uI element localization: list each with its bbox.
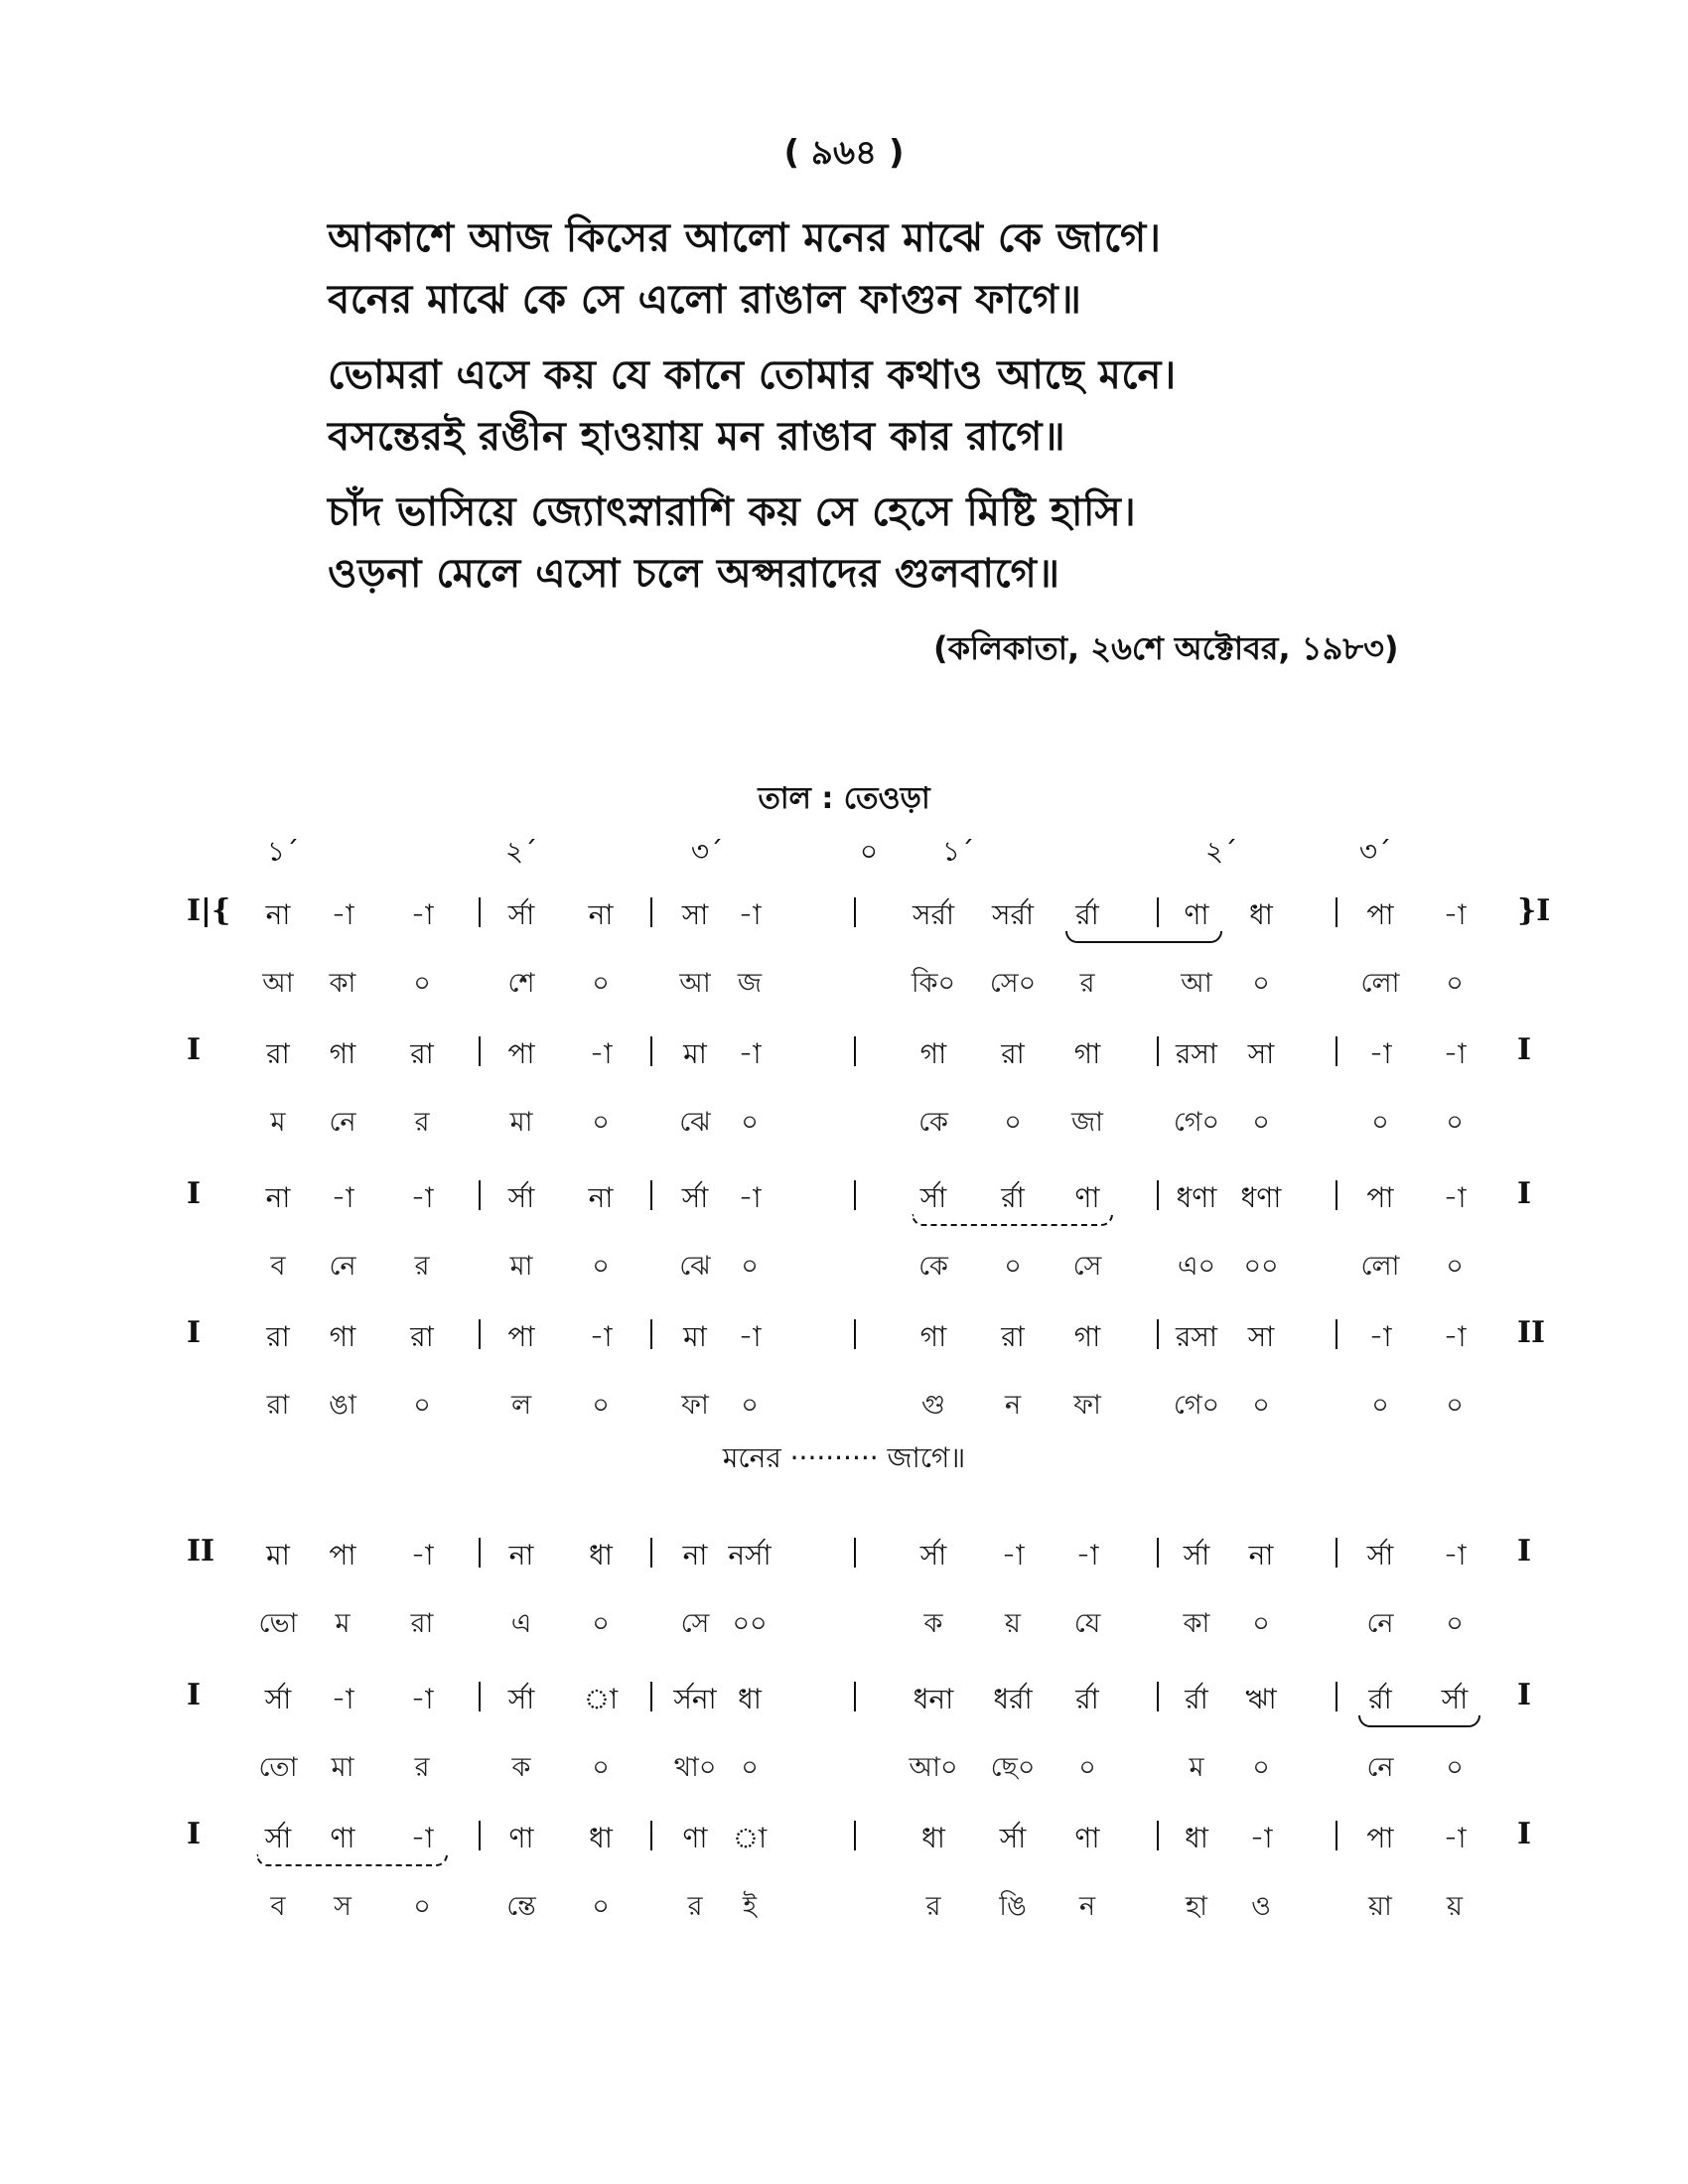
- page-number: ( ৯৬৪ ): [783, 133, 905, 173]
- lyric-syllable: ০: [741, 1107, 759, 1138]
- bar-line: [1157, 1821, 1159, 1850]
- lyric-syllable: কা: [329, 968, 356, 999]
- row-end-marker: }I: [1517, 893, 1551, 928]
- bar-line: [854, 1682, 856, 1711]
- bar-line: [1336, 1180, 1337, 1210]
- bar-line: [854, 1538, 856, 1568]
- lyric-syllable: ০: [1252, 1107, 1270, 1138]
- bar-line: [479, 1319, 481, 1349]
- beat-marker: ৩´: [690, 835, 724, 868]
- beat-marker: ২´: [1204, 835, 1238, 868]
- note: রা: [1001, 1037, 1025, 1070]
- notation-row: [0, 1534, 1688, 1583]
- notation-row: [0, 1817, 1688, 1866]
- lyric-syllable: ০: [592, 1107, 610, 1138]
- lyric-syllable: আ০: [909, 1752, 958, 1783]
- bar-line: [854, 1180, 856, 1210]
- lyric-syllable: স: [334, 1891, 352, 1922]
- note: মা: [683, 1037, 707, 1070]
- lyric-syllable: ০: [1446, 1107, 1464, 1138]
- lyric-syllable: ন: [1004, 1390, 1022, 1421]
- note: া: [583, 1683, 619, 1715]
- lyric-syllable: ০: [592, 1752, 610, 1783]
- bar-line: [650, 897, 652, 927]
- lyric-syllable: ০: [1004, 1251, 1022, 1282]
- bar-line: [854, 897, 856, 927]
- note: পা: [507, 1320, 535, 1353]
- bar-line: [650, 1682, 652, 1711]
- note: মা: [683, 1320, 707, 1353]
- lyric-syllable: র: [687, 1891, 703, 1922]
- note: না: [588, 898, 614, 931]
- lyric-row: [0, 1385, 1688, 1434]
- note: ণা: [508, 1822, 534, 1854]
- note: গা: [919, 1320, 947, 1353]
- lyric-syllable: ০: [1446, 1752, 1464, 1783]
- lyric-syllable: ০০: [1243, 1251, 1279, 1282]
- bar-line: [1157, 1319, 1159, 1349]
- note: র্সা: [919, 1539, 947, 1571]
- note: গা: [1073, 1037, 1101, 1070]
- beat-marker: ১´: [266, 835, 300, 868]
- lyric-syllable: নে: [1366, 1752, 1394, 1783]
- lyric-syllable: মা: [509, 1251, 533, 1282]
- bar-line: [1157, 1682, 1159, 1711]
- poem-line: বনের মাঝে কে সে এলো রাঙাল ফাগুন ফাগে॥: [328, 277, 1082, 323]
- lyric-syllable: থা০: [673, 1752, 717, 1783]
- lyric-syllable: আ: [679, 968, 711, 999]
- note: পা: [329, 1539, 356, 1571]
- lyric-syllable: এ: [510, 1608, 532, 1639]
- note: -া: [738, 1181, 762, 1214]
- lyric-syllable: ০: [413, 1390, 431, 1421]
- note: ণা: [1074, 1181, 1100, 1214]
- lyric-syllable: কে: [918, 1107, 948, 1138]
- lyric-syllable: নে: [329, 1107, 356, 1138]
- lyric-syllable: আ: [1181, 968, 1212, 999]
- bar-line: [1336, 1319, 1337, 1349]
- lyric-syllable: গে০: [1173, 1390, 1220, 1421]
- row-start-marker: II: [187, 1534, 215, 1569]
- taal-heading: তাল : তেওড়া: [758, 781, 930, 816]
- note: পা: [507, 1037, 535, 1070]
- note: ধনা: [913, 1683, 954, 1715]
- row-end-marker: I: [1517, 1534, 1532, 1569]
- meend-slur: [912, 1214, 1113, 1226]
- note: -া: [589, 1320, 613, 1353]
- poem-line: চাঁদ ভাসিয়ে জ্যোৎস্নারাশি কয় সে হেসে মিষ্টি হাসি।: [328, 489, 1137, 535]
- lyric-syllable: র: [1079, 968, 1095, 999]
- note: -া: [1075, 1539, 1099, 1571]
- note: -া: [331, 1683, 354, 1715]
- note: ধা: [589, 1539, 613, 1571]
- bar-line: [479, 1821, 481, 1850]
- lyric-syllable: হা: [1185, 1891, 1208, 1922]
- row-start-marker: I: [187, 1678, 202, 1712]
- beat-marker: ২´: [504, 835, 538, 868]
- lyric-syllable: ছে০: [990, 1752, 1036, 1783]
- notation-row: [0, 1176, 1688, 1226]
- lyric-syllable: গে০: [1173, 1107, 1220, 1138]
- note: ঋা: [1245, 1683, 1277, 1715]
- lyric-syllable: নে: [1366, 1608, 1394, 1639]
- lyric-syllable: লো: [1360, 968, 1400, 999]
- row-end-marker: I: [1517, 1678, 1532, 1712]
- bar-line: [1336, 1036, 1337, 1066]
- note: র্সনা: [673, 1683, 717, 1715]
- lyric-syllable: ম: [1189, 1752, 1204, 1783]
- lyric-syllable: ০: [741, 1752, 759, 1783]
- lyric-syllable: মা: [509, 1107, 533, 1138]
- poem-line: আকাশে আজ কিসের আলো মনের মাঝে কে জাগে।: [328, 215, 1162, 261]
- note: সা: [1247, 1320, 1275, 1353]
- lyric-syllable: ভো: [258, 1608, 298, 1639]
- bar-line: [479, 897, 481, 927]
- lyric-syllable: ই: [742, 1891, 758, 1922]
- poem-line: ভোমরা এসে কয় যে কানে তোমার কথাও আছে মনে।: [328, 352, 1177, 398]
- note: ধা: [1249, 898, 1273, 931]
- beat-marker: ৩´: [1358, 835, 1392, 868]
- lyric-syllable: র: [414, 1107, 430, 1138]
- lyric-syllable: সে: [680, 1608, 710, 1639]
- note: ধা: [1185, 1822, 1208, 1854]
- bar-line: [854, 1036, 856, 1066]
- note: ণা: [682, 1822, 708, 1854]
- note: গা: [329, 1037, 356, 1070]
- note: -া: [410, 898, 434, 931]
- note: র্সা: [264, 1683, 292, 1715]
- note: নর্সা: [728, 1539, 772, 1571]
- lyric-syllable: য়: [1447, 1891, 1463, 1922]
- dateline: (কলিকাতা, ২৬শে অক্টোবর, ১৯৮৩): [933, 629, 1399, 667]
- notation-row: [0, 1032, 1688, 1082]
- note: -া: [1368, 1320, 1392, 1353]
- note: -া: [410, 1181, 434, 1214]
- note: র্সা: [919, 1181, 947, 1214]
- note: র্রা: [1001, 1181, 1025, 1214]
- note: -া: [410, 1539, 434, 1571]
- lyric-syllable: ঙা: [329, 1390, 356, 1421]
- note: না: [265, 898, 291, 931]
- lyric-syllable: কে: [918, 1251, 948, 1282]
- lyric-syllable: রা: [410, 1608, 434, 1639]
- note: -া: [738, 898, 762, 931]
- notation-row: [0, 893, 1688, 943]
- row-end-marker: I: [1517, 1176, 1532, 1211]
- bar-line: [854, 1821, 856, 1850]
- note: র্রা: [1075, 898, 1099, 931]
- lyric-syllable: ০: [592, 1891, 610, 1922]
- note: র্সা: [999, 1822, 1027, 1854]
- note: ণা: [1074, 1822, 1100, 1854]
- note: র্সা: [1366, 1539, 1394, 1571]
- lyric-syllable: ০: [1004, 1107, 1022, 1138]
- lyric-syllable: ০: [413, 968, 431, 999]
- note: না: [588, 1181, 614, 1214]
- note: সা: [681, 898, 709, 931]
- note: না: [1248, 1539, 1274, 1571]
- lyric-syllable: ০: [592, 968, 610, 999]
- lyric-syllable: জ: [737, 968, 763, 999]
- lyric-row: [0, 1747, 1688, 1797]
- bar-line: [854, 1319, 856, 1349]
- row-end-marker: I: [1517, 1817, 1532, 1851]
- lyric-syllable: ০০: [732, 1608, 768, 1639]
- lyric-syllable: ০: [1252, 1390, 1270, 1421]
- note: -া: [410, 1822, 434, 1854]
- note: ধণা: [1240, 1181, 1282, 1214]
- lyric-syllable: ন: [1078, 1891, 1096, 1922]
- lyric-syllable: ফা: [681, 1390, 709, 1421]
- note: সর্রা: [912, 898, 955, 931]
- notation-row: [0, 1315, 1688, 1365]
- poem-line: বসন্তেরই রঙীন হাওয়ায় মন রাঙাব কার রাগে॥: [328, 414, 1066, 460]
- note: ধণা: [1176, 1181, 1217, 1214]
- note: র্রা: [1368, 1683, 1392, 1715]
- lyric-syllable: র: [925, 1891, 941, 1922]
- note: -া: [1443, 1320, 1467, 1353]
- lyric-syllable: ল: [510, 1390, 532, 1421]
- note: পা: [1366, 1181, 1394, 1214]
- refrain-cue: মনের ·········· জাগে॥: [722, 1441, 966, 1474]
- note: -া: [1443, 898, 1467, 931]
- note: ণা: [330, 1822, 355, 1854]
- lyric-syllable: ০: [592, 1390, 610, 1421]
- note: গা: [1073, 1320, 1101, 1353]
- lyric-syllable: র: [414, 1251, 430, 1282]
- beat-marker: ১´: [941, 835, 975, 868]
- bar-line: [650, 1821, 652, 1850]
- lyric-syllable: ন্তে: [506, 1891, 536, 1922]
- row-start-marker: I: [187, 1176, 202, 1211]
- note: পা: [1366, 898, 1394, 931]
- lyric-syllable: আ: [262, 968, 294, 999]
- lyric-syllable: শে: [507, 968, 535, 999]
- lyric-syllable: ম: [335, 1608, 351, 1639]
- note: সা: [1247, 1037, 1275, 1070]
- lyric-syllable: র: [414, 1752, 430, 1783]
- bar-line: [1336, 1538, 1337, 1568]
- lyric-syllable: কা: [1183, 1608, 1210, 1639]
- bar-line: [650, 1319, 652, 1349]
- note: র্সা: [507, 898, 535, 931]
- note: গা: [919, 1037, 947, 1070]
- bar-line: [1157, 1538, 1159, 1568]
- lyric-syllable: এ০: [1177, 1251, 1216, 1282]
- bar-line: [1336, 897, 1337, 927]
- lyric-syllable: তো: [258, 1752, 298, 1783]
- note: র্সা: [507, 1181, 535, 1214]
- bar-line: [650, 1538, 652, 1568]
- lyric-syllable: ০: [1252, 1608, 1270, 1639]
- bar-line: [479, 1180, 481, 1210]
- beat-marker: ০: [859, 835, 879, 868]
- row-start-marker: I: [187, 1817, 202, 1851]
- note: র্সা: [507, 1683, 535, 1715]
- note: না: [682, 1539, 708, 1571]
- note: ধা: [589, 1822, 613, 1854]
- lyric-syllable: ম: [270, 1107, 286, 1138]
- note: না: [508, 1539, 534, 1571]
- lyric-syllable: ০: [741, 1251, 759, 1282]
- lyric-syllable: য়: [1005, 1608, 1021, 1639]
- lyric-row: [0, 963, 1688, 1013]
- lyric-syllable: ০: [1252, 968, 1270, 999]
- note: -া: [1001, 1539, 1025, 1571]
- lyric-syllable: ০: [413, 1891, 431, 1922]
- lyric-syllable: যে: [1073, 1608, 1101, 1639]
- note: -া: [738, 1037, 762, 1070]
- note: া: [732, 1822, 768, 1854]
- bar-line: [650, 1180, 652, 1210]
- lyric-row: [0, 1102, 1688, 1152]
- note: রা: [266, 1037, 290, 1070]
- lyric-syllable: ০: [592, 1608, 610, 1639]
- bar-line: [479, 1682, 481, 1711]
- note: মা: [266, 1539, 290, 1571]
- row-end-marker: II: [1517, 1315, 1546, 1350]
- lyric-syllable: গু: [921, 1390, 945, 1421]
- poem-line: ওড়না মেলে এসো চলে অপ্সরাদের গুলবাগে॥: [328, 551, 1060, 597]
- lyric-syllable: ও: [1251, 1891, 1271, 1922]
- lyric-syllable: লো: [1360, 1251, 1400, 1282]
- lyric-syllable: য়া: [1368, 1891, 1392, 1922]
- lyric-syllable: ফা: [1073, 1390, 1101, 1421]
- lyric-syllable: ০: [1371, 1390, 1389, 1421]
- note: -া: [1368, 1037, 1392, 1070]
- note: সর্রা: [991, 898, 1035, 931]
- note: -া: [331, 898, 354, 931]
- lyric-syllable: ক: [923, 1608, 943, 1639]
- row-start-marker: I|{: [187, 893, 231, 928]
- meend-slur: [256, 1854, 448, 1866]
- note: না: [265, 1181, 291, 1214]
- bar-line: [479, 1036, 481, 1066]
- lyric-syllable: ব: [270, 1891, 286, 1922]
- lyric-syllable: জা: [1071, 1107, 1103, 1138]
- bar-line: [1157, 1180, 1159, 1210]
- note: র্রা: [1185, 1683, 1208, 1715]
- lyric-syllable: ০: [592, 1251, 610, 1282]
- lyric-row: [0, 1246, 1688, 1296]
- bar-line: [1157, 897, 1159, 927]
- note: গা: [329, 1320, 356, 1353]
- bar-line: [1157, 1036, 1159, 1066]
- note: র্সা: [1183, 1539, 1210, 1571]
- bar-line: [1336, 1821, 1337, 1850]
- lyric-syllable: ক: [511, 1752, 531, 1783]
- row-start-marker: I: [187, 1315, 202, 1350]
- lyric-syllable: কি০: [911, 968, 956, 999]
- meend-slur: [1358, 1715, 1480, 1727]
- lyric-syllable: ঝে: [679, 1107, 711, 1138]
- row-end-marker: I: [1517, 1032, 1532, 1067]
- note: ণা: [1184, 898, 1209, 931]
- lyric-syllable: ০: [1446, 1251, 1464, 1282]
- lyric-syllable: নে: [329, 1251, 356, 1282]
- note: ধা: [921, 1822, 945, 1854]
- note: র্সা: [681, 1181, 709, 1214]
- note: পা: [1366, 1822, 1394, 1854]
- row-start-marker: I: [187, 1032, 202, 1067]
- note: র্সা: [264, 1822, 292, 1854]
- note: -া: [589, 1037, 613, 1070]
- lyric-row: [0, 1603, 1688, 1653]
- lyric-row: [0, 1886, 1688, 1936]
- note: রসা: [1175, 1320, 1218, 1353]
- lyric-syllable: ব: [270, 1251, 286, 1282]
- lyric-syllable: ০: [1446, 1608, 1464, 1639]
- lyric-syllable: ০: [1446, 1390, 1464, 1421]
- note: -া: [331, 1181, 354, 1214]
- lyric-syllable: সে: [1072, 1251, 1102, 1282]
- bar-line: [1336, 1682, 1337, 1711]
- meend-slur: [1065, 931, 1222, 943]
- note: -া: [738, 1320, 762, 1353]
- note: -া: [1443, 1037, 1467, 1070]
- lyric-syllable: মা: [331, 1752, 354, 1783]
- note: রা: [1001, 1320, 1025, 1353]
- note: রসা: [1175, 1037, 1218, 1070]
- lyric-syllable: ০: [1446, 968, 1464, 999]
- bar-line: [479, 1538, 481, 1568]
- lyric-syllable: ঙি: [999, 1891, 1027, 1922]
- note: -া: [410, 1683, 434, 1715]
- note: -া: [1443, 1181, 1467, 1214]
- lyric-syllable: ০: [1371, 1107, 1389, 1138]
- note: রা: [266, 1320, 290, 1353]
- note: -া: [1249, 1822, 1273, 1854]
- note: র্সা: [1441, 1683, 1469, 1715]
- note: রা: [410, 1037, 434, 1070]
- lyric-syllable: ০: [1078, 1752, 1096, 1783]
- lyric-syllable: ০: [741, 1390, 759, 1421]
- lyric-syllable: রা: [266, 1390, 290, 1421]
- note: র্রা: [1075, 1683, 1099, 1715]
- lyric-syllable: ০: [1252, 1752, 1270, 1783]
- note: -া: [1443, 1539, 1467, 1571]
- lyric-syllable: সে০: [989, 968, 1037, 999]
- note: রা: [410, 1320, 434, 1353]
- note: -া: [1443, 1822, 1467, 1854]
- note: ধর্রা: [993, 1683, 1033, 1715]
- bar-line: [650, 1036, 652, 1066]
- note: ধা: [738, 1683, 762, 1715]
- lyric-syllable: ঝে: [679, 1251, 711, 1282]
